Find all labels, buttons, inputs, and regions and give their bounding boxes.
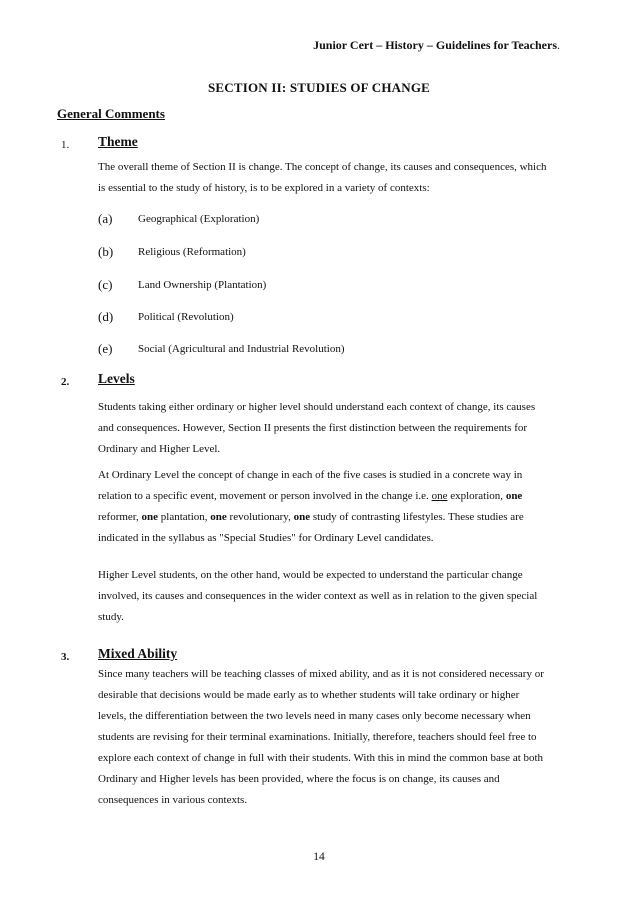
paragraph-line: Higher Level students, on the other hand, would be expected to understand the particular change [98,569,523,581]
header-title: Junior Cert – History – Guidelines for Teachers [313,38,557,52]
paragraph-line: Ordinary and Higher levels has been provided, where the focus is on change, its causes and [98,773,500,785]
context-label-a: (a) [98,211,113,226]
context-text-e: Social (Agricultural and Industrial Revolution) [138,343,345,355]
item-heading-mixed-ability: Mixed Ability [98,646,178,661]
paragraph-line: The overall theme of Section II is change. The concept of change, its causes and consequences, which [98,161,547,173]
context-text-d: Political (Revolution) [138,311,234,323]
item-heading-theme: Theme [98,134,138,149]
context-label-b: (b) [98,244,114,259]
context-text-c: Land Ownership (Plantation) [138,279,267,291]
paragraph-line: Since many teachers will be teaching classes of mixed ability, and as it is not considered necessary or [98,668,544,680]
paragraph-line: study. [98,611,124,623]
underlined-word: one [431,490,448,502]
page-number: 14 [313,851,325,863]
paragraph-line: reformer, one plantation, one revolutionary, one study of contrasting lifestyles. These studies are [98,511,524,523]
item-heading-levels: Levels [98,371,135,386]
item-number-1: 1. [61,139,70,151]
general-comments-heading: General Comments [57,106,165,121]
levels-paragraph-3 [98,565,578,628]
theme-paragraph [98,157,578,199]
paragraph-line: involved, its causes and consequences in the wider context as well as in relation to the given special [98,590,538,602]
paragraph-line: desirable that decisions would be made early as to whether students will take ordinary or higher [98,689,520,701]
bold-word: one [293,511,311,523]
bold-word: one [505,490,523,502]
paragraph-line: indicated in the syllabus as "Special Studies" for Ordinary Level candidates. [98,532,434,544]
paragraph-line: Students taking either ordinary or higher level should understand each context of change, its causes [98,401,536,413]
paragraph-line: relation to a specific event, movement or person involved in the change i.e. one exploration, one [98,490,523,502]
levels-paragraph-2 [98,465,578,549]
paragraph-line: Ordinary and Higher Level. [98,443,221,455]
paragraph-line: students are revising for their terminal examinations. Initially, therefore, teachers should feel free to [98,731,537,743]
header-period: . [557,38,560,52]
levels-paragraph-1 [98,397,578,460]
paragraph-line: explore each context of change in full with their students. With this in mind the common base at both [98,752,544,764]
paragraph-line: is essential to the study of history, is to be explored in a variety of contexts: [98,182,430,194]
paragraph-line: and consequences. However, Section II presents the first distinction between the requirements for [98,422,528,434]
paragraph-line: consequences in various contexts. [98,794,248,806]
bold-word: one [210,511,227,523]
context-label-d: (d) [98,309,114,324]
context-label-e: (e) [98,341,113,356]
context-text-b: Religious (Reformation) [138,246,246,258]
item-number-3: 3. [61,651,70,663]
paragraph-line: At Ordinary Level the concept of change in each of the five cases is studied in a concrete way in [98,469,523,481]
bold-word: one [141,511,159,523]
item-number-2: 2. [61,376,70,388]
section-title: SECTION II: STUDIES OF CHANGE [207,80,431,95]
context-label-c: (c) [98,277,113,292]
paragraph-line: levels, the differentiation between the two levels need in many cases only become necessary when [98,710,531,722]
running-header [313,38,560,53]
mixed-ability-paragraph [98,664,578,811]
context-text-a: Geographical (Exploration) [138,213,260,225]
